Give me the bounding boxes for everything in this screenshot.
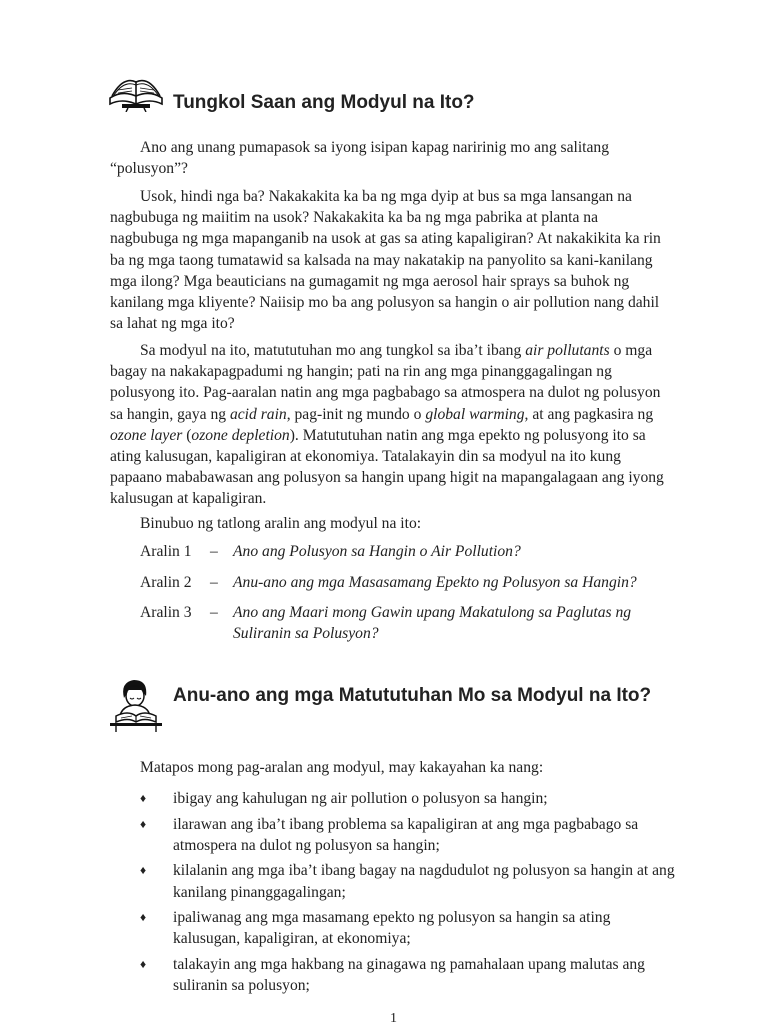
list-item-text: ilarawan ang iba’t ibang problema sa kapaligiran at ang mga pagbabago sa atmospera na dulot ng polusyon sa hangin; [173,815,639,854]
lesson-title: Ano ang Polusyon sa Hangin o Air Pollution? [233,543,521,560]
text-run: ( [182,426,192,444]
text-run: ). Matututuhan natin ang mga epekto ng polusyong ito sa ating kalusugan, kapaligiran at ekonomiya. Tatalakayin din sa modyul na ito kung papaano mababawasan ang polusyon sa hangin upang higit na mapangalagaan ang iyong kalusugan at kapaligiran. [110,426,664,508]
lesson-label: Aralin 2 [140,574,192,591]
italic-term: global warming [425,405,525,423]
lesson-dash: – [210,604,218,621]
diamond-bullet-icon: ♦ [140,910,147,925]
diamond-bullet-icon: ♦ [140,816,147,831]
text-run: Sa modyul na ito, matututuhan mo ang tungkol sa iba’t ibang [140,342,526,359]
list-item [140,788,680,809]
paragraph-module-overview [110,340,670,510]
lesson-label: Aralin 1 [140,543,192,560]
list-item [140,860,680,902]
section-heading-about: Tungkol Saan ang Modyul na Ito? [173,92,475,113]
paragraph: Usok, hindi nga ba? Nakakakita ka ba ng mga dyip at bus sa mga lansangan na nagbubuga ng maiitim na usok? Nakakakita ka ba ng mga pabrika at planta na nagbubuga ng mga mapanganib na usok at gas sa ating kapaligiran? At nakakikita ka rin ba ng mga taong tumatawid sa kalsada na may nakatakip na panyolito sa kani-kanilang mga ilong? Mga beauticians na gumagamit ng mga aerosol hair sprays sa buhok ng kanilang mga kliyente? Naiisip mo ba ang polusyon sa hangin o air pollution nang dahil sa lahat ng mga ito? [110,188,661,333]
list-item [140,954,680,996]
text-run: , pag-init ng mundo o [286,405,426,423]
text-run: o mga bagay na nakakapagpadumi ng hangin; pati na rin ang mga pinanggagalingan ng polusyong ito. Pag-aaralan natin ang mga pagbabago sa atmospera na dulot ng polusyon sa hangin, gaya ng [110,342,661,423]
lesson-dash: – [210,543,218,560]
book-icon [106,68,166,112]
lesson-title: Ano ang Maari mong Gawin upang Makatulong sa Paglutas ng Suliranin sa Polusyon? [233,604,632,643]
lesson-label: Aralin 3 [140,604,192,621]
italic-term: acid rain [229,405,287,423]
objectives-list [140,788,680,1001]
lessons-intro: Binubuo ng tatlong aralin ang modyul na ito: [140,515,422,532]
reader-icon [106,676,166,732]
diamond-bullet-icon: ♦ [140,956,147,971]
section-heading-objectives: Anu-ano ang mga Matututuhan Mo sa Modyul na Ito? [173,685,652,706]
objectives-intro: Matapos mong pag-aralan ang modyul, may kakayahan ka nang: [140,759,544,776]
paragraph: Ano ang unang pumapasok sa iyong isipan kapag naririnig mo ang salitang “polusyon”? [110,139,610,178]
lesson-title: Anu-ano ang mga Masasamang Epekto ng Polusyon sa Hangin? [233,574,637,591]
list-item [140,907,680,949]
diamond-bullet-icon: ♦ [140,791,147,805]
list-item-text: ipaliwanag ang mga masamang epekto ng polusyon sa hangin sa ating kalusugan, kapaligiran, at ekonomiya; [173,909,611,948]
list-item [140,814,680,856]
list-item-text: talakayin ang mga hakbang na ginagawa ng pamahalaan upang malutas ang suliranin sa polusyon; [173,955,645,995]
diamond-bullet-icon: ♦ [140,863,147,878]
page-number: 1 [390,1011,397,1026]
list-item-text: ibigay ang kahulugan ng air pollution o polusyon sa hangin; [173,790,548,807]
italic-term: ozone layer [110,426,183,444]
lesson-dash: – [210,574,218,591]
italic-term: ozone depletion [191,426,290,444]
list-item-text: kilalanin ang mga iba’t ibang bagay na nagdudulot ng polusyon sa hangin at ang kanilang pinanggagalingan; [173,862,675,901]
italic-term: air pollutants [525,342,610,359]
text-run: , at ang pagkasira ng [524,405,654,423]
